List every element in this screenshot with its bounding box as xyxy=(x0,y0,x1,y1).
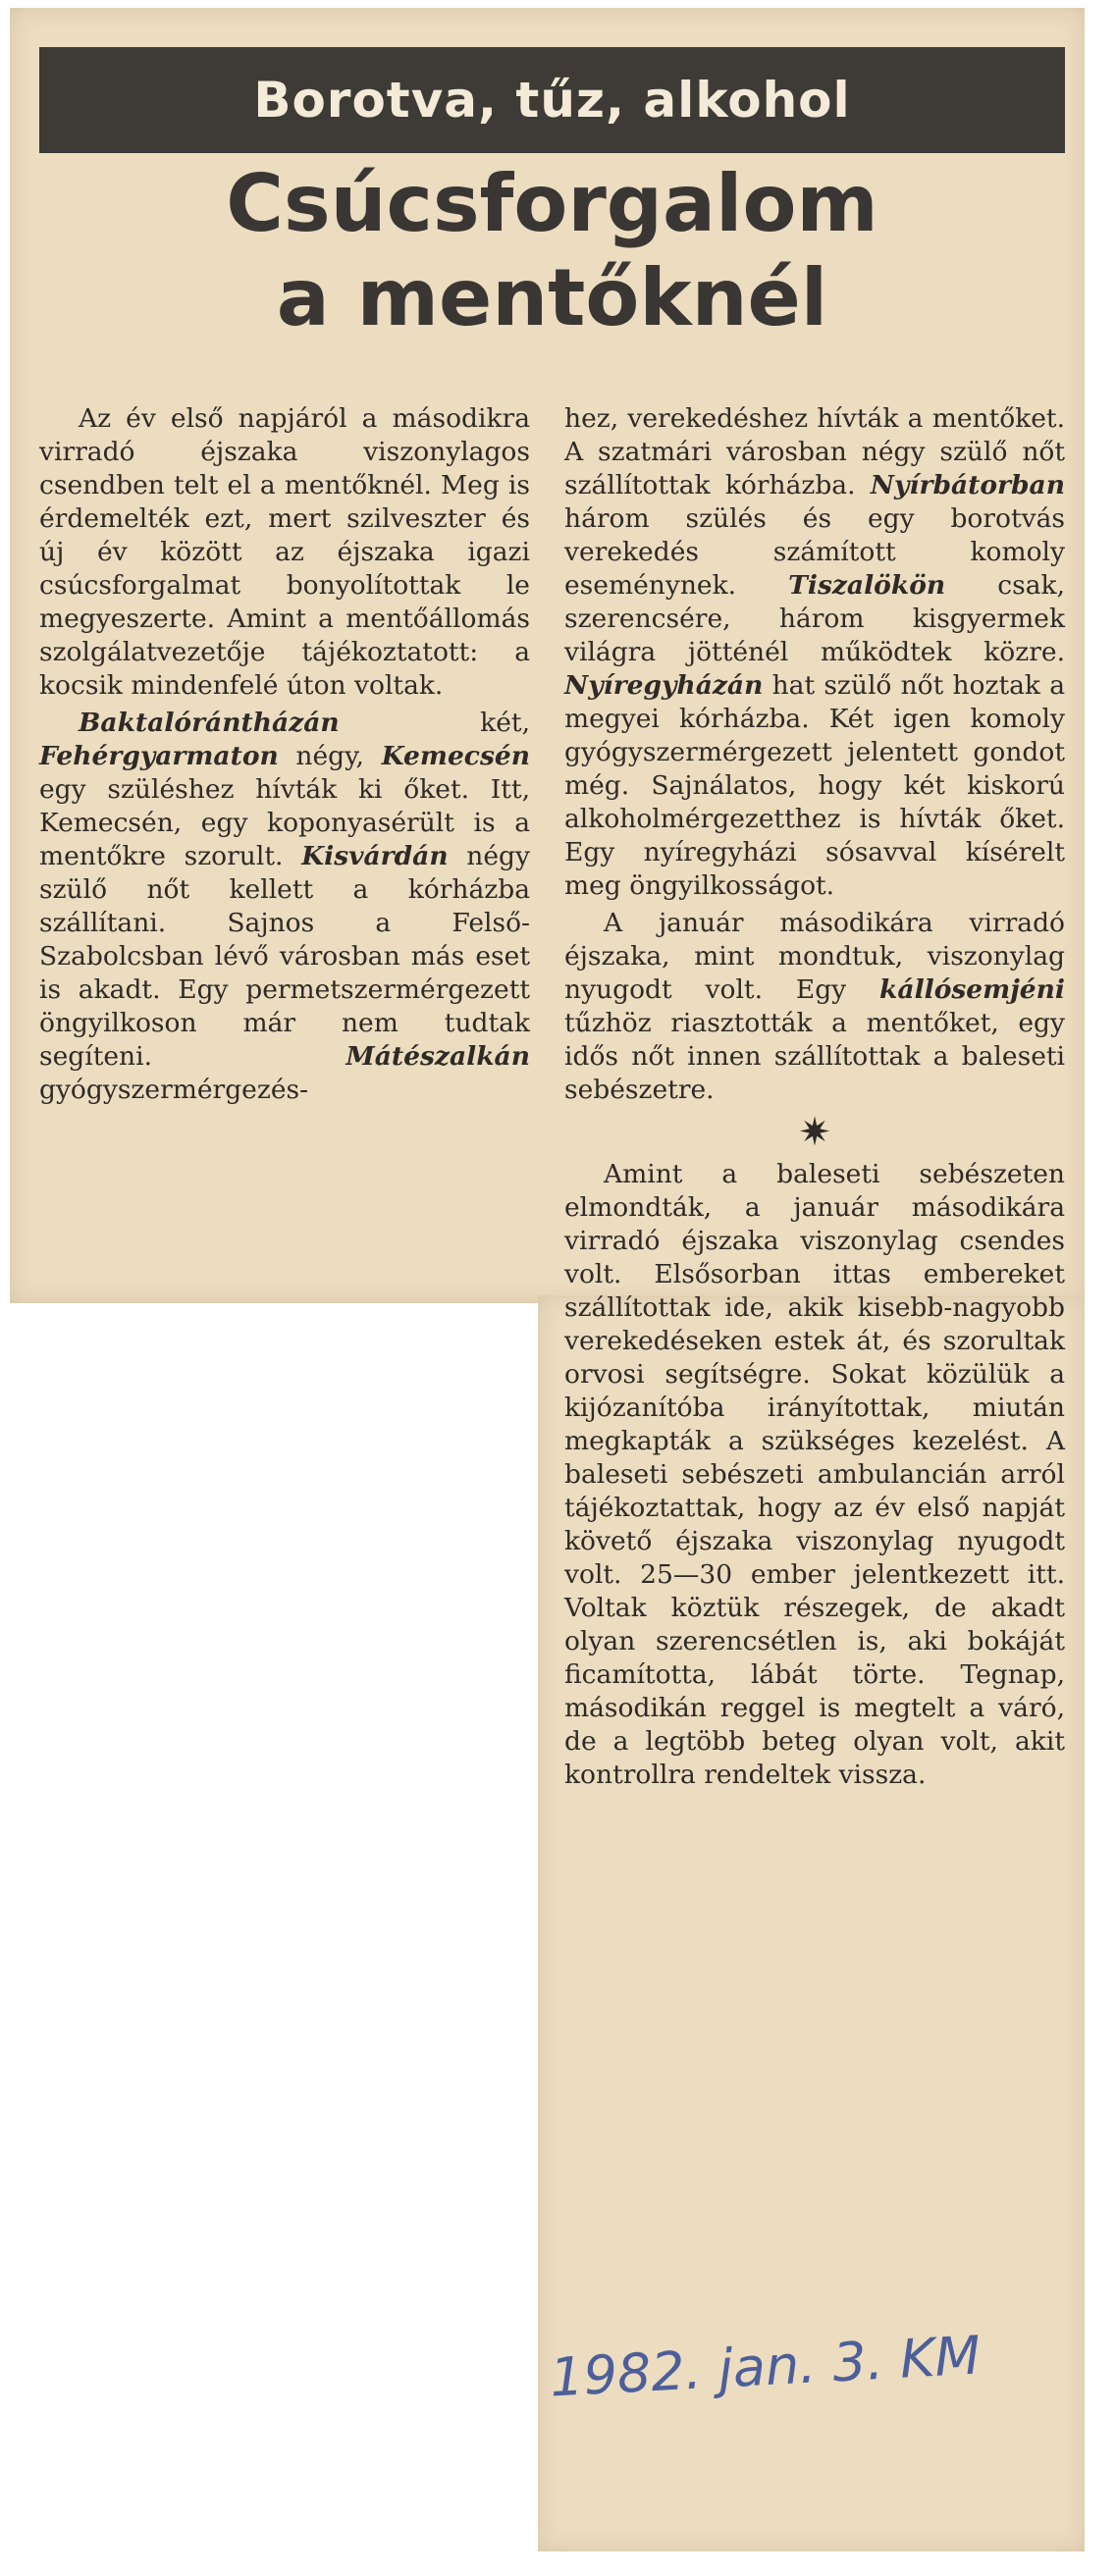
banner-title: Borotva, tűz, alkohol xyxy=(253,72,851,129)
text-run: tűzhöz riasztották a mentőket, egy idős nőt innen szállítottak a baleseti sebészetre. xyxy=(564,1008,1065,1105)
article-paragraph xyxy=(564,1158,1065,1792)
place-name: kállósemjéni xyxy=(879,974,1065,1005)
place-name: Tiszalökön xyxy=(788,570,946,601)
text-run: csak, szerencsére, három kisgyermek világra jötténél működtek közre. xyxy=(564,570,1065,667)
right-column-part-1 xyxy=(564,402,1065,1107)
article-paragraph xyxy=(564,907,1065,1107)
text-run: négy szülő nőt kellett a kórházba szállítani. Sajnos a Felső-Szabolcsban lévő városban más eset is akadt. Egy permetszermérgezett öngyilkoson már nem tudtak segíteni. xyxy=(39,841,530,1072)
article-paragraph xyxy=(39,707,530,1107)
article-paragraph xyxy=(564,402,1065,903)
right-column-part-2 xyxy=(564,1158,1065,1792)
place-name: Mátészalkán xyxy=(345,1041,530,1072)
text-run: hat szülő nőt hoztak a megyei kórházba. Két igen komoly gyógyszermérgezett jelentett gondot még. Sajnálatos, hogy két kiskorú alkoholmérgezetthez is hívták őket. Egy nyíregyházi sósavval kísérelt meg öngyilkosságot. xyxy=(564,670,1065,901)
text-run: Amint a baleseti sebészeten elmondták, a január másodikára virradó éjszaka viszonylag csendes volt. Elsősorban ittas embereket szállítottak ide, akik kisebb-nagyobb verekedéseken estek át, és szorultak orvosi segítségre. Sokat közülük a kijózanítóba irányítottak, miután megkapták a szükséges kezelést. A baleseti sebészeti ambulancián arról tájékoztattak, hogy az év első napját követő éjszaka viszonylag nyugodt volt. 25—30 ember jelentkezett itt. Voltak köztük részegek, de akadt olyan szerencsétlen is, aki bokáját ficamította, lábát törte. Tegnap, másodikán reggel is megtelt a váró, de a legtöbb beteg olyan volt, akit kontrollra rendeltek vissza. xyxy=(564,1159,1065,1790)
place-name: Fehérgyarmaton xyxy=(39,741,279,771)
text-run: három szülés és egy borotvás verekedés számított komoly eseménynek. xyxy=(564,503,1065,601)
place-name: Nyíregyházán xyxy=(564,670,764,701)
text-run: A január másodikára virradó éjszaka, mint mondtuk, viszonylag nyugodt volt. Egy xyxy=(564,908,1065,1005)
article-column-right xyxy=(564,402,1065,1796)
section-banner xyxy=(39,47,1065,153)
section-separator-star: ✷ xyxy=(798,1110,831,1155)
place-name: Kisvárdán xyxy=(301,841,449,871)
text-run: gyógyszermérgezés- xyxy=(39,1075,309,1105)
headline-line-2: a mentőknél xyxy=(276,252,828,343)
text-run: Az év első napjáról a másodikra virradó éjszaka viszonylagos csendben telt el a mentőknél. Meg is érdemelték ezt, mert szilveszter és új év között az éjszaka igazi csúcsforgalmat bonyolítottak le megyeszerte. Amint a mentőállomás szolgálatvezetője tájékoztatott: a kocsik mindenfelé úton voltak. xyxy=(39,403,530,701)
article-column-left xyxy=(39,402,530,1111)
text-run: négy, xyxy=(278,741,382,771)
headline-line-1: Csúcsforgalom xyxy=(226,158,878,249)
text-run: két, xyxy=(339,708,530,738)
place-name: Baktalórántházán xyxy=(79,708,340,738)
text-run: egy szüléshez hívták ki őket. Itt, Kemecsén, egy koponyasérült is a mentőkre szorult. xyxy=(39,774,530,871)
place-name: Kemecsén xyxy=(381,741,530,771)
text-run: hez, verekedéshez hívták a mentőket. A szatmári városban négy szülő nőt szállítottak kórházba. xyxy=(564,403,1065,500)
handwritten-date-note: 1982. jan. 3. KM xyxy=(548,2324,983,2409)
article-paragraph xyxy=(39,402,530,703)
headline xyxy=(39,157,1065,345)
place-name: Nyírbátorban xyxy=(870,470,1065,500)
